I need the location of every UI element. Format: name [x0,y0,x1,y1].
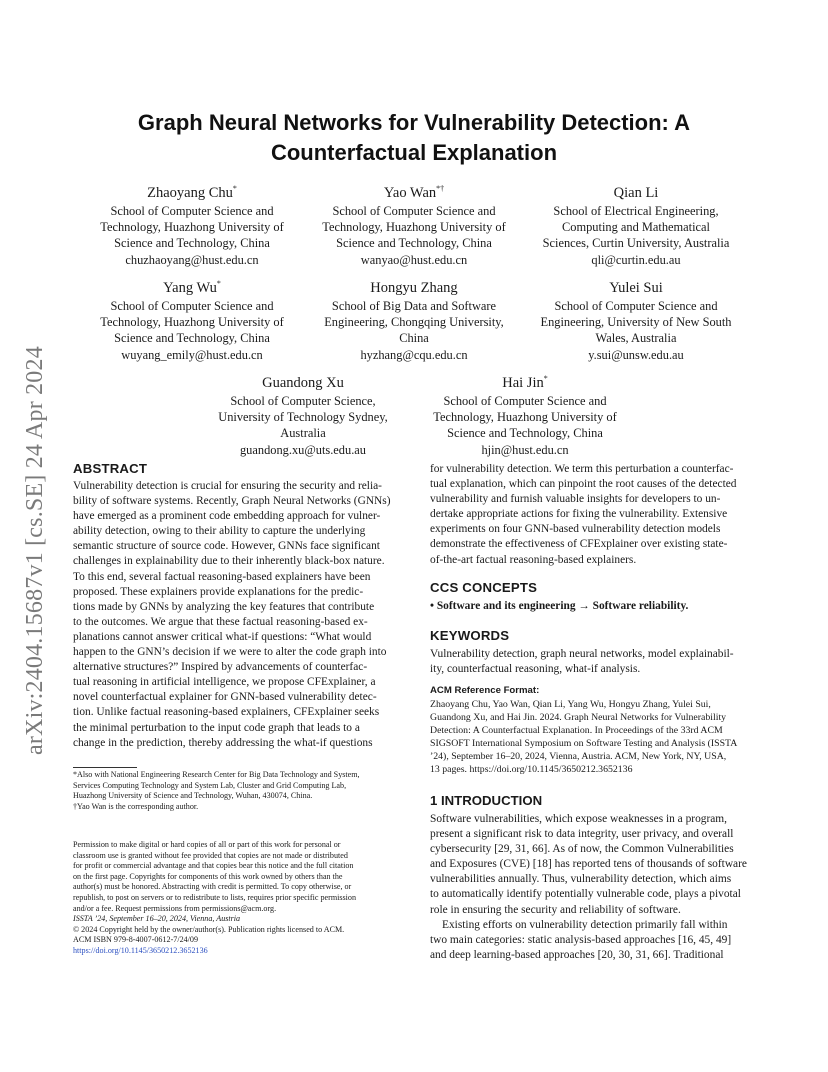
abstract-body [73,479,399,751]
author-affiliation: Australia [280,426,326,441]
keywords-body [430,647,756,677]
author-footnotes [73,770,399,812]
text-line: Detection: A Counterfactual Explanation. In Proceedings of the 33rd ACM [430,725,723,736]
permission-block [73,840,399,957]
author-name: Yao Wan*† [383,184,445,201]
conference-line: ISSTA ’24, September 16–20, 2024, Vienna, Austria [73,914,241,924]
author-block [419,370,631,458]
text-line: dertake appropriate actions for fixing the vulnerability. Extensive [430,508,728,521]
text-line: to automatically identify potentially vulnerable code, plays a pivotal [430,888,741,901]
doi-link[interactable]: https://doi.org/10.1145/3650212.3652136 [73,945,208,955]
author-name: Hongyu Zhang [370,279,458,296]
author-affiliation: Science and Technology, China [336,236,492,251]
text-line: bility of software systems. Recently, Graph Neural Networks (GNNs) [73,495,391,508]
permission-line: Permission to make digital or hard copies of all or part of this work for personal or [73,840,341,849]
author-name: Yang Wu* [163,279,221,296]
author-affiliation: Engineering, University of New South [540,315,732,330]
text-line: present a significant risk to data integrity, user privacy, and overall [430,828,734,841]
text-line: vulnerabilities annually. Thus, vulnerability detection, which aims [430,873,732,886]
arxiv-identifier: arXiv:2404.15687v1 [cs.SE] 24 Apr 2024 [22,346,48,755]
introduction-heading: 1 INTRODUCTION [430,793,543,808]
acm-reference-heading: ACM Reference Format: [430,685,540,696]
author-email: qli@curtin.edu.au [591,252,681,267]
text-line: challenges in explainability due to their inherently black-box nature. [73,555,385,568]
ccs-concept: • Software and its engineering → Software reliability. [430,600,689,612]
keywords-heading: KEYWORDS [430,628,510,643]
text-line: have emerged as a prominent code embedding approach for vulner- [73,510,381,523]
text-line: Zhaoyang Chu, Yao Wan, Qian Li, Yang Wu, Hongyu Zhang, Yulei Sui, [430,699,711,710]
title-line-1: Graph Neural Networks for Vulnerability Detection: A [137,110,691,135]
permission-line: classroom use is granted without fee provided that copies are not made or distributed [73,850,348,860]
permission-line: author(s) must be honored. Abstracting with credit is permitted. To copy otherwise, or [73,882,352,892]
author-affiliation: School of Computer Science and [443,393,607,408]
author-affiliation: School of Computer Science, [230,393,376,408]
text-line: planations cannot answer critical what-if questions: “What would [73,630,372,643]
ccs-heading: CCS CONCEPTS [430,580,538,595]
author-affiliation: Science and Technology, China [114,331,270,346]
author-affiliation: School of Computer Science and [332,203,496,218]
text-line: ity, counterfactual reasoning, what-if analysis. [430,663,641,676]
author-affiliation: School of Computer Science and [554,298,718,313]
text-line: tions made by GNNs by analyzing the key features that contribute [73,600,375,613]
author-block [530,275,742,363]
text-line: Vulnerability detection, graph neural networks, model explainabil- [430,648,734,660]
text-line: proposed. These explainers provide explanations for the predic- [73,585,364,598]
author-affiliation: Sciences, Curtin University, Australia [542,236,730,251]
permission-line: republish, to post on servers or to redistribute to lists, requires prior specific permission [73,892,357,902]
author-affiliation: School of Computer Science and [110,203,274,218]
text-line: experiments on four GNN-based vulnerability detection models [430,523,721,536]
author-name: Hai Jin* [502,374,548,391]
acm-reference-body [430,698,756,776]
author-affiliation: Technology, Huazhong University of [100,220,284,235]
text-line: tion. Unlike factual reasoning-based explainers, CFExplainer seeks [73,706,380,719]
text-line: to the outcomes. We argue that these factual reasoning-based ex- [73,615,368,628]
permission-line: for profit or commercial advantage and that copies bear this notice and the full citation [73,861,354,871]
text-line: semantic structure of source code. However, GNNs face significant [73,540,380,553]
author-affiliation: University of Technology Sydney, [218,410,388,425]
footnote-line: *Also with National Engineering Research Center for Big Data Technology and System, [73,770,360,779]
isbn-line: ACM ISBN 979-8-4007-0612-7/24/09 [73,935,199,945]
footnote-line: Huazhong University of Science and Technology, Wuhan, 430074, China. [73,791,313,801]
author-name: Zhaoyang Chu* [147,184,237,201]
author-affiliation: Computing and Mathematical [562,220,710,235]
author-name: Yulei Sui [609,279,663,296]
author-block [308,275,520,363]
text-line: of-the-art factual reasoning-based explainers. [430,553,637,566]
text-line: and deep learning-based approaches [20, 30, 31, 66]. Traditional [430,948,724,961]
text-line: cybersecurity [29, 31, 66]. As of now, the Common Vulnerabilities [430,843,734,856]
permission-line: and/or a fee. Request permissions from permissions@acm.org. [73,903,277,913]
text-line: SIGSOFT International Symposium on Software Testing and Analysis (ISSTA [430,738,738,749]
author-email: hjin@hust.edu.cn [481,442,569,457]
footnote-rule [73,767,137,768]
author-block [308,180,520,268]
introduction-body [430,812,756,963]
text-line: Vulnerability detection is crucial for ensuring the security and relia- [73,480,382,492]
text-line: demonstrate the effectiveness of CFExplainer over existing state- [430,538,728,551]
author-block [86,180,298,268]
author-affiliation: Technology, Huazhong University of [100,315,284,330]
author-block [86,275,298,363]
paper-title [60,108,768,168]
author-affiliation: China [399,331,429,346]
text-line: vulnerability and furnish valuable insights for developers to un- [430,493,721,506]
text-line: novel counterfactual explainer for GNN-based vulnerability detec- [73,691,377,704]
text-line: alternative structures?” Inspired by advancements of counterfac- [73,661,368,674]
author-email: y.sui@unsw.edu.au [588,347,684,362]
text-line: and Exposures (CVE) [18] has reported tens of thousands of software [430,858,747,871]
author-block [197,370,409,458]
text-line: To this end, several factual reasoning-based explainers have been [73,570,371,583]
abstract-heading: ABSTRACT [73,461,148,476]
text-line: ’24), September 16–20, 2024, Vienna, Austria. ACM, New York, NY, USA, [430,751,727,762]
author-email: guandong.xu@uts.edu.au [239,442,366,457]
text-line: Existing efforts on vulnerability detection primarily fall within [442,918,728,931]
copyright-line: © 2024 Copyright held by the owner/author(s). Publication rights licensed to ACM. [73,924,345,934]
text-line: the minimal perturbation to the input code graph that leads to a [73,721,360,734]
author-email: chuzhaoyang@hust.edu.cn [125,252,259,267]
footnote-line: †Yao Wan is the corresponding author. [73,801,199,811]
footnote-line: Services Computing Technology and System Lab, Cluster and Grid Computing Lab, [73,780,347,790]
author-name: Qian Li [613,184,659,201]
author-affiliation: Technology, Huazhong University of [433,410,617,425]
text-line: ability detection, owing to their ability to capture the underlying [73,525,366,538]
text-line: change in the prediction, thereby addressing the what-if questions [73,736,373,749]
author-email: wuyang_emily@hust.edu.cn [121,347,263,362]
title-line-2: Counterfactual Explanation [270,140,558,165]
author-email: wanyao@hust.edu.cn [360,252,468,267]
author-email: hyzhang@cqu.edu.cn [360,347,468,362]
author-affiliation: Technology, Huazhong University of [322,220,506,235]
text-line: happen to the GNN’s decision if we were to alter the code graph into [73,646,387,659]
text-line: two main categories: static analysis-based approaches [16, 45, 49] [430,933,732,946]
author-affiliation: Wales, Australia [595,331,677,346]
author-affiliation: School of Electrical Engineering, [553,203,719,218]
text-line: for vulnerability detection. We term this perturbation a counterfac- [430,463,734,475]
author-affiliation: School of Big Data and Software [331,298,497,313]
text-line: Software vulnerabilities, which expose weaknesses in a program, [430,813,728,825]
author-name: Guandong Xu [262,374,344,391]
author-affiliation: School of Computer Science and [110,298,274,313]
author-affiliation: Engineering, Chongqing University, [324,315,504,330]
permission-line: on the first page. Copyrights for components of this work owned by others than the [73,871,343,881]
text-line: tual explanation, which can pinpoint the root causes of the detected [430,478,737,491]
text-line: tual reasoning in artificial intelligence, we propose CFExplainer, a [73,676,376,689]
author-affiliation: Science and Technology, China [447,426,603,441]
text-line: role in ensuring the security and reliability of software. [430,903,681,916]
text-line: 13 pages. https://doi.org/10.1145/3650212.3652136 [430,764,633,775]
abstract-continued [430,462,756,568]
text-line: Guandong Xu, and Hai Jin. 2024. Graph Neural Networks for Vulnerability [430,712,727,723]
author-block [530,180,742,268]
author-affiliation: Science and Technology, China [114,236,270,251]
